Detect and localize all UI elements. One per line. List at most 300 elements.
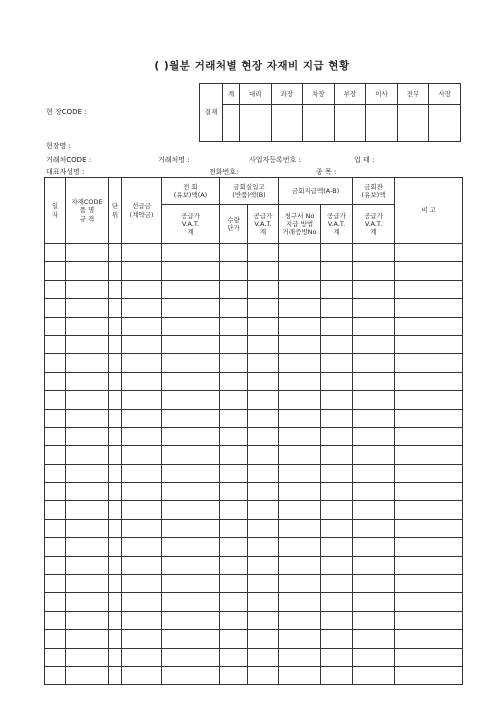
table-cell[interactable] xyxy=(162,630,220,648)
table-cell[interactable] xyxy=(279,299,321,317)
phone-label: 전화번호: xyxy=(209,168,239,176)
table-cell[interactable] xyxy=(122,335,162,353)
table-cell[interactable] xyxy=(162,446,220,464)
table-cell[interactable] xyxy=(122,611,162,629)
table-cell[interactable] xyxy=(122,501,162,519)
approval-header: 과장 xyxy=(271,84,303,105)
table-cell[interactable] xyxy=(45,446,66,464)
approval-sign-box[interactable] xyxy=(366,105,398,142)
table-cell[interactable] xyxy=(109,648,122,666)
table-cell[interactable] xyxy=(66,372,109,390)
table-cell[interactable] xyxy=(395,648,463,666)
table-cell[interactable] xyxy=(353,630,395,648)
table-cell[interactable] xyxy=(353,575,395,593)
table-cell[interactable] xyxy=(45,630,66,648)
table-cell[interactable] xyxy=(45,391,66,409)
table-cell[interactable] xyxy=(122,446,162,464)
table-cell[interactable] xyxy=(109,299,122,317)
table-cell[interactable] xyxy=(162,556,220,574)
approval-header: 부장 xyxy=(334,84,366,105)
table-cell[interactable] xyxy=(109,335,122,353)
table-cell[interactable] xyxy=(279,335,321,353)
table-cell[interactable] xyxy=(220,299,248,317)
table-cell[interactable] xyxy=(109,427,122,445)
table-cell[interactable] xyxy=(66,538,109,556)
table-cell[interactable] xyxy=(321,280,353,298)
table-cell[interactable] xyxy=(248,354,279,372)
table-cell[interactable] xyxy=(321,391,353,409)
table-cell[interactable] xyxy=(353,556,395,574)
table-cell[interactable] xyxy=(122,262,162,280)
table-cell[interactable] xyxy=(248,483,279,501)
table-cell[interactable] xyxy=(162,391,220,409)
table-cell[interactable] xyxy=(395,335,463,353)
table-cell[interactable] xyxy=(109,501,122,519)
table-cell[interactable] xyxy=(395,409,463,427)
table-cell[interactable] xyxy=(321,262,353,280)
table-cell[interactable] xyxy=(45,409,66,427)
table-cell[interactable] xyxy=(248,372,279,390)
table-cell[interactable] xyxy=(395,427,463,445)
approval-sign-box[interactable] xyxy=(429,105,461,142)
table-cell[interactable] xyxy=(162,372,220,390)
table-cell[interactable] xyxy=(122,244,162,262)
table-cell[interactable] xyxy=(66,648,109,666)
approval-header: 전무 xyxy=(397,84,429,105)
table-cell[interactable] xyxy=(122,556,162,574)
table-cell[interactable] xyxy=(321,630,353,648)
table-cell[interactable] xyxy=(353,538,395,556)
table-row xyxy=(45,666,463,684)
table-cell[interactable] xyxy=(321,593,353,611)
header-material: 자재CODE 품 명 규 격 xyxy=(66,178,109,244)
table-cell[interactable] xyxy=(220,262,248,280)
table-cell[interactable] xyxy=(248,446,279,464)
table-cell[interactable] xyxy=(321,372,353,390)
table-cell[interactable] xyxy=(162,666,220,684)
table-cell[interactable] xyxy=(353,446,395,464)
table-row xyxy=(45,446,463,464)
table-cell[interactable] xyxy=(395,299,463,317)
approval-sign-box[interactable] xyxy=(397,105,429,142)
table-row xyxy=(45,299,463,317)
table-cell[interactable] xyxy=(279,556,321,574)
table-cell[interactable] xyxy=(109,317,122,335)
table-cell[interactable] xyxy=(321,575,353,593)
table-cell[interactable] xyxy=(45,335,66,353)
table-cell[interactable] xyxy=(66,262,109,280)
table-cell[interactable] xyxy=(395,317,463,335)
table-cell[interactable] xyxy=(220,244,248,262)
table-cell[interactable] xyxy=(279,501,321,519)
business-item-label: 종 목 : xyxy=(316,168,337,176)
table-cell[interactable] xyxy=(45,556,66,574)
table-cell[interactable] xyxy=(279,280,321,298)
table-cell[interactable] xyxy=(66,409,109,427)
table-cell[interactable] xyxy=(45,483,66,501)
table-cell[interactable] xyxy=(66,317,109,335)
table-cell[interactable] xyxy=(321,483,353,501)
page-title: ( )월분 거래처별 현장 자재비 지급 현황 xyxy=(154,60,350,72)
table-cell[interactable] xyxy=(279,372,321,390)
table-cell[interactable] xyxy=(162,427,220,445)
table-cell[interactable] xyxy=(248,556,279,574)
table-cell[interactable] xyxy=(321,446,353,464)
table-cell[interactable] xyxy=(353,611,395,629)
table-cell[interactable] xyxy=(220,317,248,335)
table-cell[interactable] xyxy=(248,299,279,317)
table-cell[interactable] xyxy=(353,244,395,262)
table-cell[interactable] xyxy=(353,483,395,501)
table-cell[interactable] xyxy=(220,519,248,537)
table-cell[interactable] xyxy=(321,354,353,372)
table-cell[interactable] xyxy=(279,464,321,482)
table-cell[interactable] xyxy=(321,317,353,335)
table-cell[interactable] xyxy=(162,262,220,280)
table-cell[interactable] xyxy=(395,611,463,629)
table-cell[interactable] xyxy=(66,354,109,372)
table-cell[interactable] xyxy=(45,354,66,372)
table-cell[interactable] xyxy=(220,354,248,372)
table-cell[interactable] xyxy=(45,262,66,280)
table-cell[interactable] xyxy=(248,630,279,648)
table-cell[interactable] xyxy=(45,575,66,593)
table-cell[interactable] xyxy=(279,354,321,372)
table-cell[interactable] xyxy=(248,501,279,519)
table-cell[interactable] xyxy=(109,575,122,593)
table-cell[interactable] xyxy=(395,501,463,519)
table-cell[interactable] xyxy=(45,611,66,629)
table-cell[interactable] xyxy=(220,409,248,427)
table-cell[interactable] xyxy=(220,427,248,445)
header-previous-amount: 전 회 (유보)액(A) xyxy=(162,178,220,205)
table-cell[interactable] xyxy=(353,427,395,445)
table-cell[interactable] xyxy=(122,299,162,317)
table-cell[interactable] xyxy=(321,556,353,574)
table-cell[interactable] xyxy=(248,575,279,593)
table-cell[interactable] xyxy=(353,666,395,684)
table-cell[interactable] xyxy=(109,244,122,262)
table-cell[interactable] xyxy=(66,299,109,317)
table-cell[interactable] xyxy=(353,354,395,372)
table-cell[interactable] xyxy=(353,317,395,335)
table-cell[interactable] xyxy=(279,519,321,537)
table-cell[interactable] xyxy=(66,446,109,464)
table-cell[interactable] xyxy=(279,409,321,427)
table-cell[interactable] xyxy=(162,409,220,427)
table-cell[interactable] xyxy=(321,538,353,556)
table-row xyxy=(45,354,463,372)
table-cell[interactable] xyxy=(162,648,220,666)
table-cell[interactable] xyxy=(109,593,122,611)
table-cell[interactable] xyxy=(353,593,395,611)
table-cell[interactable] xyxy=(45,666,66,684)
table-cell[interactable] xyxy=(162,244,220,262)
table-cell[interactable] xyxy=(353,262,395,280)
table-cell[interactable] xyxy=(45,519,66,537)
table-row xyxy=(45,372,463,390)
table-cell[interactable] xyxy=(45,464,66,482)
table-row xyxy=(45,335,463,353)
table-cell[interactable] xyxy=(66,630,109,648)
table-cell[interactable] xyxy=(220,648,248,666)
table-cell[interactable] xyxy=(279,262,321,280)
table-cell[interactable] xyxy=(66,391,109,409)
header-remark: 비 고 xyxy=(395,178,463,244)
table-cell[interactable] xyxy=(220,464,248,482)
table-cell[interactable] xyxy=(321,299,353,317)
table-cell[interactable] xyxy=(122,483,162,501)
table-cell[interactable] xyxy=(353,391,395,409)
table-cell[interactable] xyxy=(279,427,321,445)
table-cell[interactable] xyxy=(395,391,463,409)
table-cell[interactable] xyxy=(162,593,220,611)
table-cell[interactable] xyxy=(395,666,463,684)
table-cell[interactable] xyxy=(321,335,353,353)
table-cell[interactable] xyxy=(395,575,463,593)
table-cell[interactable] xyxy=(220,666,248,684)
table-cell[interactable] xyxy=(248,464,279,482)
approval-sign-box[interactable] xyxy=(239,105,271,142)
header-unit: 단 위 xyxy=(109,178,122,244)
table-cell[interactable] xyxy=(220,575,248,593)
table-cell[interactable] xyxy=(122,630,162,648)
table-row xyxy=(45,538,463,556)
table-cell[interactable] xyxy=(66,427,109,445)
approval-label: 결재 xyxy=(200,84,223,142)
table-cell[interactable] xyxy=(109,354,122,372)
table-cell[interactable] xyxy=(66,593,109,611)
table-cell[interactable] xyxy=(220,483,248,501)
table-cell[interactable] xyxy=(66,244,109,262)
table-cell[interactable] xyxy=(66,611,109,629)
table-cell[interactable] xyxy=(109,556,122,574)
table-cell[interactable] xyxy=(220,280,248,298)
table-cell[interactable] xyxy=(66,519,109,537)
header-date: 일 자 xyxy=(45,178,66,244)
table-cell[interactable] xyxy=(353,280,395,298)
table-cell[interactable] xyxy=(248,409,279,427)
table-cell[interactable] xyxy=(395,483,463,501)
table-cell[interactable] xyxy=(353,335,395,353)
table-cell[interactable] xyxy=(66,575,109,593)
table-cell[interactable] xyxy=(321,611,353,629)
table-cell[interactable] xyxy=(122,280,162,298)
table-cell[interactable] xyxy=(395,464,463,482)
table-cell[interactable] xyxy=(248,262,279,280)
approval-sign-box[interactable] xyxy=(223,105,240,142)
table-cell[interactable] xyxy=(279,317,321,335)
table-cell[interactable] xyxy=(395,354,463,372)
table-cell[interactable] xyxy=(321,666,353,684)
approval-sign-box[interactable] xyxy=(303,105,335,142)
vendor-code-label: 거래처CODE : xyxy=(46,156,92,164)
table-cell[interactable] xyxy=(109,391,122,409)
table-cell[interactable] xyxy=(220,501,248,519)
table-cell[interactable] xyxy=(321,648,353,666)
table-cell[interactable] xyxy=(279,244,321,262)
table-cell[interactable] xyxy=(109,483,122,501)
table-cell[interactable] xyxy=(122,666,162,684)
table-cell[interactable] xyxy=(109,372,122,390)
table-cell[interactable] xyxy=(220,538,248,556)
table-cell[interactable] xyxy=(122,427,162,445)
table-cell[interactable] xyxy=(395,630,463,648)
table-cell[interactable] xyxy=(321,464,353,482)
approval-sign-box[interactable] xyxy=(334,105,366,142)
table-cell[interactable] xyxy=(220,593,248,611)
table-cell[interactable] xyxy=(162,335,220,353)
table-cell[interactable] xyxy=(279,666,321,684)
table-cell[interactable] xyxy=(248,244,279,262)
table-cell[interactable] xyxy=(395,556,463,574)
table-cell[interactable] xyxy=(220,372,248,390)
table-cell[interactable] xyxy=(395,262,463,280)
table-cell[interactable] xyxy=(162,317,220,335)
table-cell[interactable] xyxy=(122,593,162,611)
table-cell[interactable] xyxy=(45,280,66,298)
table-cell[interactable] xyxy=(162,299,220,317)
table-cell[interactable] xyxy=(220,391,248,409)
table-cell[interactable] xyxy=(66,483,109,501)
table-cell[interactable] xyxy=(45,244,66,262)
table-cell[interactable] xyxy=(45,317,66,335)
table-cell[interactable] xyxy=(220,630,248,648)
sub-previous: 공급가 V.A.T. 계 xyxy=(162,205,220,244)
table-cell[interactable] xyxy=(162,538,220,556)
approval-sign-box[interactable] xyxy=(271,105,303,142)
table-cell[interactable] xyxy=(66,501,109,519)
table-cell[interactable] xyxy=(162,501,220,519)
table-cell[interactable] xyxy=(395,446,463,464)
table-cell[interactable] xyxy=(45,501,66,519)
sub-remaining: 공급가 V.A.T. 계 xyxy=(353,205,395,244)
table-cell[interactable] xyxy=(248,519,279,537)
table-cell[interactable] xyxy=(122,391,162,409)
table-cell[interactable] xyxy=(66,280,109,298)
table-cell[interactable] xyxy=(122,464,162,482)
table-cell[interactable] xyxy=(122,519,162,537)
table-cell[interactable] xyxy=(109,519,122,537)
table-cell[interactable] xyxy=(66,464,109,482)
table-cell[interactable] xyxy=(109,446,122,464)
table-cell[interactable] xyxy=(122,538,162,556)
table-cell[interactable] xyxy=(109,630,122,648)
table-cell[interactable] xyxy=(45,648,66,666)
table-cell[interactable] xyxy=(353,299,395,317)
table-cell[interactable] xyxy=(109,262,122,280)
table-cell[interactable] xyxy=(395,593,463,611)
table-cell[interactable] xyxy=(248,666,279,684)
table-cell[interactable] xyxy=(220,611,248,629)
table-row xyxy=(45,630,463,648)
table-cell[interactable] xyxy=(353,501,395,519)
table-cell[interactable] xyxy=(321,427,353,445)
table-cell[interactable] xyxy=(279,446,321,464)
table-cell[interactable] xyxy=(248,335,279,353)
table-cell[interactable] xyxy=(248,317,279,335)
table-cell[interactable] xyxy=(248,593,279,611)
table-cell[interactable] xyxy=(122,575,162,593)
table-cell[interactable] xyxy=(162,519,220,537)
table-cell[interactable] xyxy=(109,666,122,684)
table-cell[interactable] xyxy=(220,446,248,464)
table-cell[interactable] xyxy=(279,575,321,593)
table-cell[interactable] xyxy=(162,280,220,298)
table-cell[interactable] xyxy=(321,409,353,427)
table-cell[interactable] xyxy=(395,244,463,262)
table-cell[interactable] xyxy=(395,372,463,390)
table-cell[interactable] xyxy=(45,299,66,317)
table-cell[interactable] xyxy=(122,372,162,390)
sub-qty-price: 수량 단가 xyxy=(220,205,248,244)
table-cell[interactable] xyxy=(353,648,395,666)
table-cell[interactable] xyxy=(66,335,109,353)
table-cell[interactable] xyxy=(66,556,109,574)
table-row xyxy=(45,317,463,335)
table-cell[interactable] xyxy=(109,611,122,629)
table-cell[interactable] xyxy=(109,464,122,482)
table-cell[interactable] xyxy=(162,464,220,482)
table-cell[interactable] xyxy=(122,409,162,427)
table-cell[interactable] xyxy=(45,538,66,556)
table-cell[interactable] xyxy=(353,519,395,537)
table-cell[interactable] xyxy=(321,519,353,537)
table-cell[interactable] xyxy=(248,538,279,556)
sub-payment: 공급가 V.A.T. 계 xyxy=(321,205,353,244)
table-cell[interactable] xyxy=(122,354,162,372)
table-cell[interactable] xyxy=(353,372,395,390)
table-cell[interactable] xyxy=(321,244,353,262)
table-cell[interactable] xyxy=(109,538,122,556)
table-cell[interactable] xyxy=(122,648,162,666)
table-cell[interactable] xyxy=(45,372,66,390)
table-cell[interactable] xyxy=(353,464,395,482)
table-cell[interactable] xyxy=(248,611,279,629)
table-cell[interactable] xyxy=(45,593,66,611)
table-cell[interactable] xyxy=(162,575,220,593)
table-cell[interactable] xyxy=(279,593,321,611)
table-cell[interactable] xyxy=(279,391,321,409)
table-cell[interactable] xyxy=(395,519,463,537)
table-row xyxy=(45,464,463,482)
table-cell[interactable] xyxy=(353,409,395,427)
table-cell[interactable] xyxy=(109,409,122,427)
table-cell[interactable] xyxy=(248,648,279,666)
table-cell[interactable] xyxy=(395,280,463,298)
table-cell[interactable] xyxy=(248,391,279,409)
table-cell[interactable] xyxy=(162,354,220,372)
table-cell[interactable] xyxy=(248,280,279,298)
table-cell[interactable] xyxy=(279,630,321,648)
table-cell[interactable] xyxy=(248,427,279,445)
table-cell[interactable] xyxy=(220,556,248,574)
table-cell[interactable] xyxy=(162,483,220,501)
table-cell[interactable] xyxy=(279,538,321,556)
table-cell[interactable] xyxy=(220,335,248,353)
table-cell[interactable] xyxy=(109,280,122,298)
table-cell[interactable] xyxy=(321,501,353,519)
table-cell[interactable] xyxy=(395,538,463,556)
business-type-label: 업 태 : xyxy=(354,156,375,164)
table-cell[interactable] xyxy=(66,666,109,684)
table-cell[interactable] xyxy=(162,611,220,629)
table-cell[interactable] xyxy=(45,427,66,445)
table-cell[interactable] xyxy=(279,648,321,666)
table-cell[interactable] xyxy=(122,317,162,335)
table-cell[interactable] xyxy=(279,611,321,629)
table-cell[interactable] xyxy=(279,483,321,501)
